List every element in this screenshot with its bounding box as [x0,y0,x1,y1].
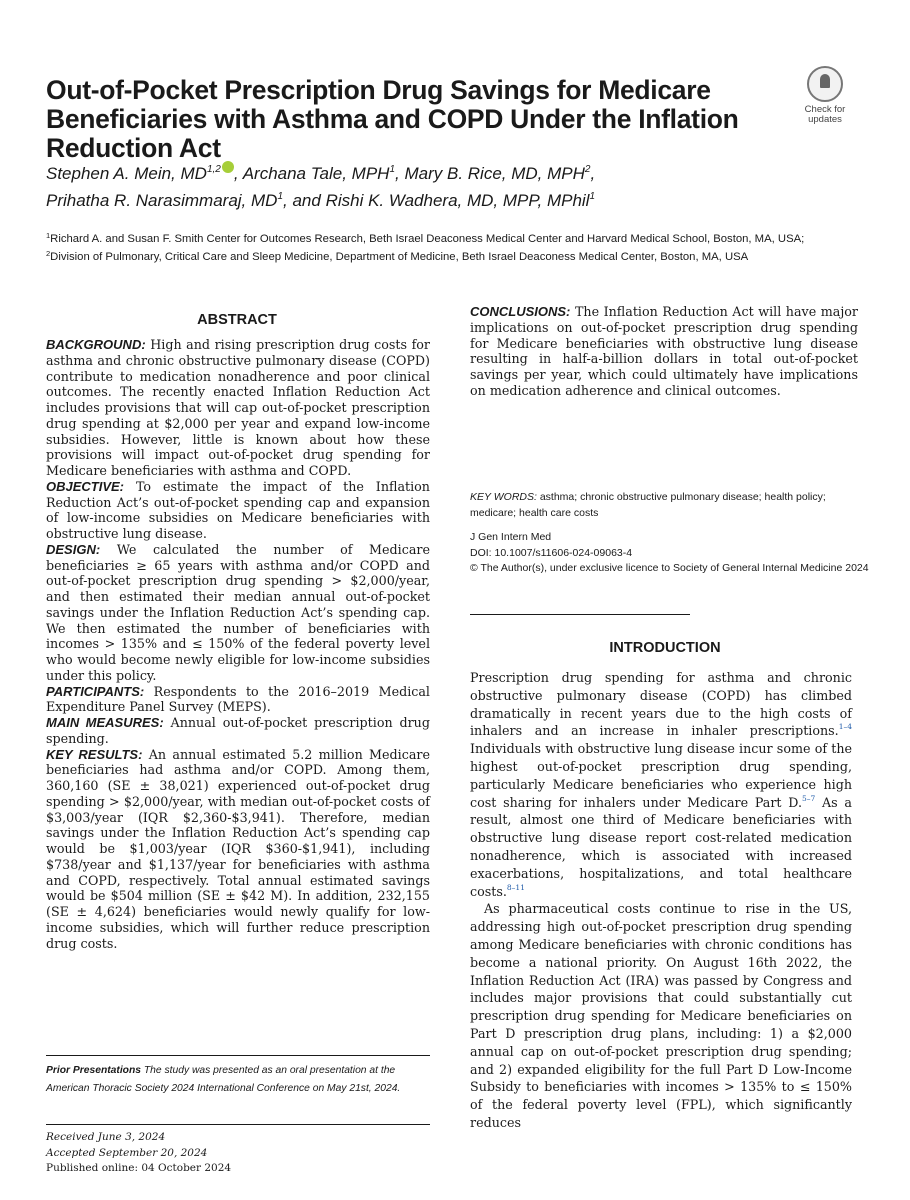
badge-label-1: Check for [804,104,846,115]
author-affil-sup: 1,2 [206,164,221,175]
journal-info [470,530,870,577]
abstract-design: DESIGN: We calculated the number of Medicare beneficiaries ≥ 65 years with asthma and/or COPD and out-of-pocket prescription drug spending > $2,000/year, and then estimated their median annual out-of-pocket savings under the Inflation Reduction Act’s spending cap. We then estimated the number of beneficiaries with incomes > 135% and ≤ 150% of the federal poverty level who would become newly eligible for low-income subsidies under this policy. [46,541,430,683]
divider [46,1124,430,1125]
divider [470,614,690,615]
article-dates [46,1130,436,1177]
author-name: Rishi K. Wadhera, MD, MPP, MPhil [325,191,590,210]
abstract-conclusions: CONCLUSIONS: The Inflation Reduction Act will have major implications on out-of-pocket prescription drug spending for Medicare beneficiaries with obstructive lung disease resulting in half-a-billion dollars in total out-of-pocket savings per year, which could ultimately have implications on medication adherence and clinical outcomes. [470,304,858,398]
prior-presentations: Prior Presentations The study was presented as an oral presentation at the American Thoracic Society 2024 International Conference on May 21st, 2024. [46,1065,401,1094]
published-date: Published online: 04 October 2024 [46,1162,232,1175]
author-affil-sup: 1 [389,164,396,175]
citation-link[interactable]: 5–7 [802,793,816,803]
doi-link[interactable]: DOI: 10.1007/s11606-024-09063-4 [470,546,633,559]
orcid-icon[interactable] [222,161,234,173]
check-for-updates-badge[interactable] [797,66,853,125]
keywords: KEY WORDS: asthma; chronic obstructive pulmonary disease; health policy; medicare; health care costs [470,491,826,519]
abstract-right-column [470,304,858,399]
abstract-left-column [46,337,430,951]
author-name: Stephen A. Mein, MD [46,164,207,183]
journal-name: J Gen Intern Med [470,531,552,543]
author-affil-sup: 2 [584,164,591,175]
citation-link[interactable]: 8–11 [506,882,525,892]
author-name: Mary B. Rice, MD, MPH [404,164,585,183]
author-name: Archana Tale, MPH [242,164,390,183]
received-date: Received June 3, 2024 [46,1131,166,1143]
author-affil-sup: 1 [277,191,284,202]
copyright-notice: © The Author(s), under exclusive licence to Society of General Internal Medicine 2024 [470,562,869,574]
citation-link[interactable]: 1–4 [838,722,852,732]
affiliations: $^1$Richard A. and Susan F. Smith Center for Outcomes Research, Beth Israel Deaconess Medical Center and Harvard Medical School, Boston, MA, USA; $^2$Division of Pulmonary, Critical Care and Sleep Medicine, Department of Medicine, Beth Israel Deaconess Medical Center, Boston, MA, USA [46,231,805,263]
article-title: Out-of-Pocket Prescription Drug Savings for Medicare Beneficiaries with Asthma and COPD Under the Inflation Reduction Act [46,74,739,163]
abstract-results: KEY RESULTS: An annual estimated 5.2 million Medicare beneficiaries had asthma and/or COPD. Among them, 360,160 (SE ± 38,021) experienced out-of-pocket drug spending > $2,000/year, with median out-of-pocket costs of $3,003/year (IQR $2,360-$3,941). Therefore, median savings under the Inflation Reduction Act’s spending cap would be $1,003/year (IQR $360-$1,941), including $738/year and $1,137/year for beneficiaries with asthma and COPD, respectively. Total annual estimated savings would be $504 million (SE ± $42 M). In addition, 232,155 (SE ± 4,624) beneficiaries would newly qualify for low-income subsidies, which will further reduce prescription drug costs. [46,746,430,951]
author-name: Prihatha R. Narasimmaraj, MD [46,191,278,210]
abstract-objective: OBJECTIVE: To estimate the impact of the Inflation Reduction Act’s out-of-pocket spending cap and expansion of low-income subsidies on Medicare beneficiaries with obstructive lung disease. [46,478,430,541]
crossmark-icon [807,66,843,102]
accepted-date: Accepted September 20, 2024 [46,1146,208,1159]
author-list: Stephen A. Mein, MD$^{1,2}$ , Archana Tale, MPH$^1$, Mary B. Rice, MD, MPH$^2$, Prihatha R. Narasimmaraj, $MD^1$, and Rishi K. Wadhera, MD, MPP, MPhil$^1$ [46,160,806,214]
abstract-background: BACKGROUND: High and rising prescription drug costs for asthma and chronic obstructive pulmonary disease (COPD) contribute to medication nonadherence and poor clinical outcomes. The recently enacted Inflation Reduction Act includes provisions that will cap out-of-pocket prescription drug spending at $2,000 per year and expand low-income subsidies. However, little is known about how these provisions will impact out-of-pocket drug spending for Medicare beneficiaries with asthma and COPD. [46,337,430,478]
introduction-body [470,669,852,1132]
intro-paragraph-1: Prescription drug spending for asthma and chronic obstructive pulmonary disease (COPD) has climbed dramatically in recent years due to the high costs of inhalers and an increase in inhaler prescriptions.$^{1-4}$ Individuals with obstructive lung disease incur some of the highest out-of-pocket prescription drug spending, particularly Medicare beneficiaries who experience high cost sharing for inhalers under Medicare Part D.$^{5-7}$ As a result, almost one third of Medicare beneficiaries with obstructive lung disease report cost-related medication nonadherence, which is associated with increased exacerbations, hospitalizations, and total healthcare costs.$^{8-11}$ [470,670,852,899]
badge-label-2: updates [808,114,842,125]
abstract-heading: ABSTRACT [197,312,277,328]
abstract-measures: MAIN MEASURES: Annual out-of-pocket prescription drug spending. [46,715,430,746]
introduction-heading: INTRODUCTION [609,640,721,656]
abstract-participants: PARTICIPANTS: Respondents to the 2016–2019 Medical Expenditure Panel Survey (MEPS). [46,683,430,715]
intro-paragraph-2: As pharmaceutical costs continue to rise in the US, addressing high out-of-pocket prescription drug spending among Medicare beneficiaries with chronic conditions has become a national priority. On August 16th 2022, the Inflation Reduction Act (IRA) was passed by Congress and includes major provisions that could substantially cut prescription drug spending for Medicare beneficiaries on Part D prescription drug plans, including: 1) a $2,000 annual cap on out-of-pocket prescription drug spending; and 2) expanded eligibility for the full Part D Low-Income Subsidy to beneficiaries with incomes > 135% to ≤ 150% of the federal poverty level (FPL), which significantly reduces [470,901,852,1130]
divider [46,1055,430,1056]
author-affil-sup: 1 [589,191,596,202]
